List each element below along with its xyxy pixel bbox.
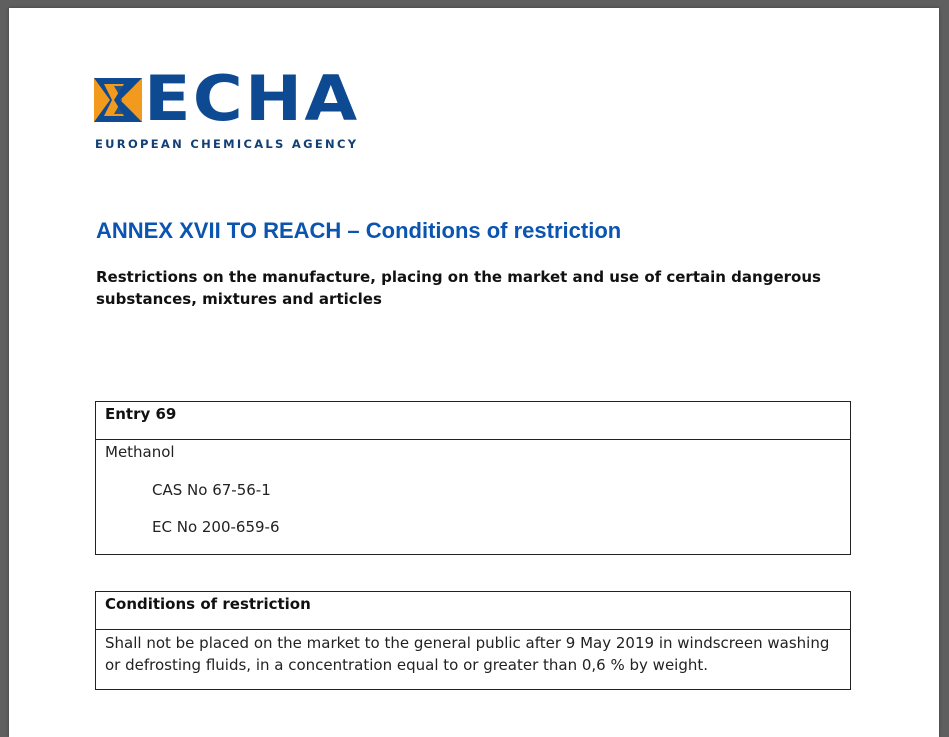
page-subtitle: Restrictions on the manufacture, placing on the market and use of certain dangerous substances, mixtures and articles [96,268,821,308]
entry-body [96,440,850,538]
document-page [9,8,939,737]
conditions-table [95,591,851,690]
cas-number: CAS No 67-56-1 [152,481,271,499]
echa-logo-icon [94,78,142,122]
entry-heading: Entry 69 [96,402,850,440]
substance-name: Methanol [105,443,175,461]
ec-number: EC No 200-659-6 [152,518,280,536]
logo-tagline: EUROPEAN CHEMICALS AGENCY [95,137,359,151]
page-title: ANNEX XVII TO REACH – Conditions of restriction [96,218,622,243]
conditions-heading: Conditions of restriction [96,592,850,630]
conditions-text: Shall not be placed on the market to the general public after 9 May 2019 in windscreen washing or defrosting fluids, in a concentration equal to or greater than 0,6 % by weight. [105,634,830,674]
logo-wordmark: ECHA [144,62,360,135]
echa-logo [94,62,364,154]
entry-table [95,401,851,555]
